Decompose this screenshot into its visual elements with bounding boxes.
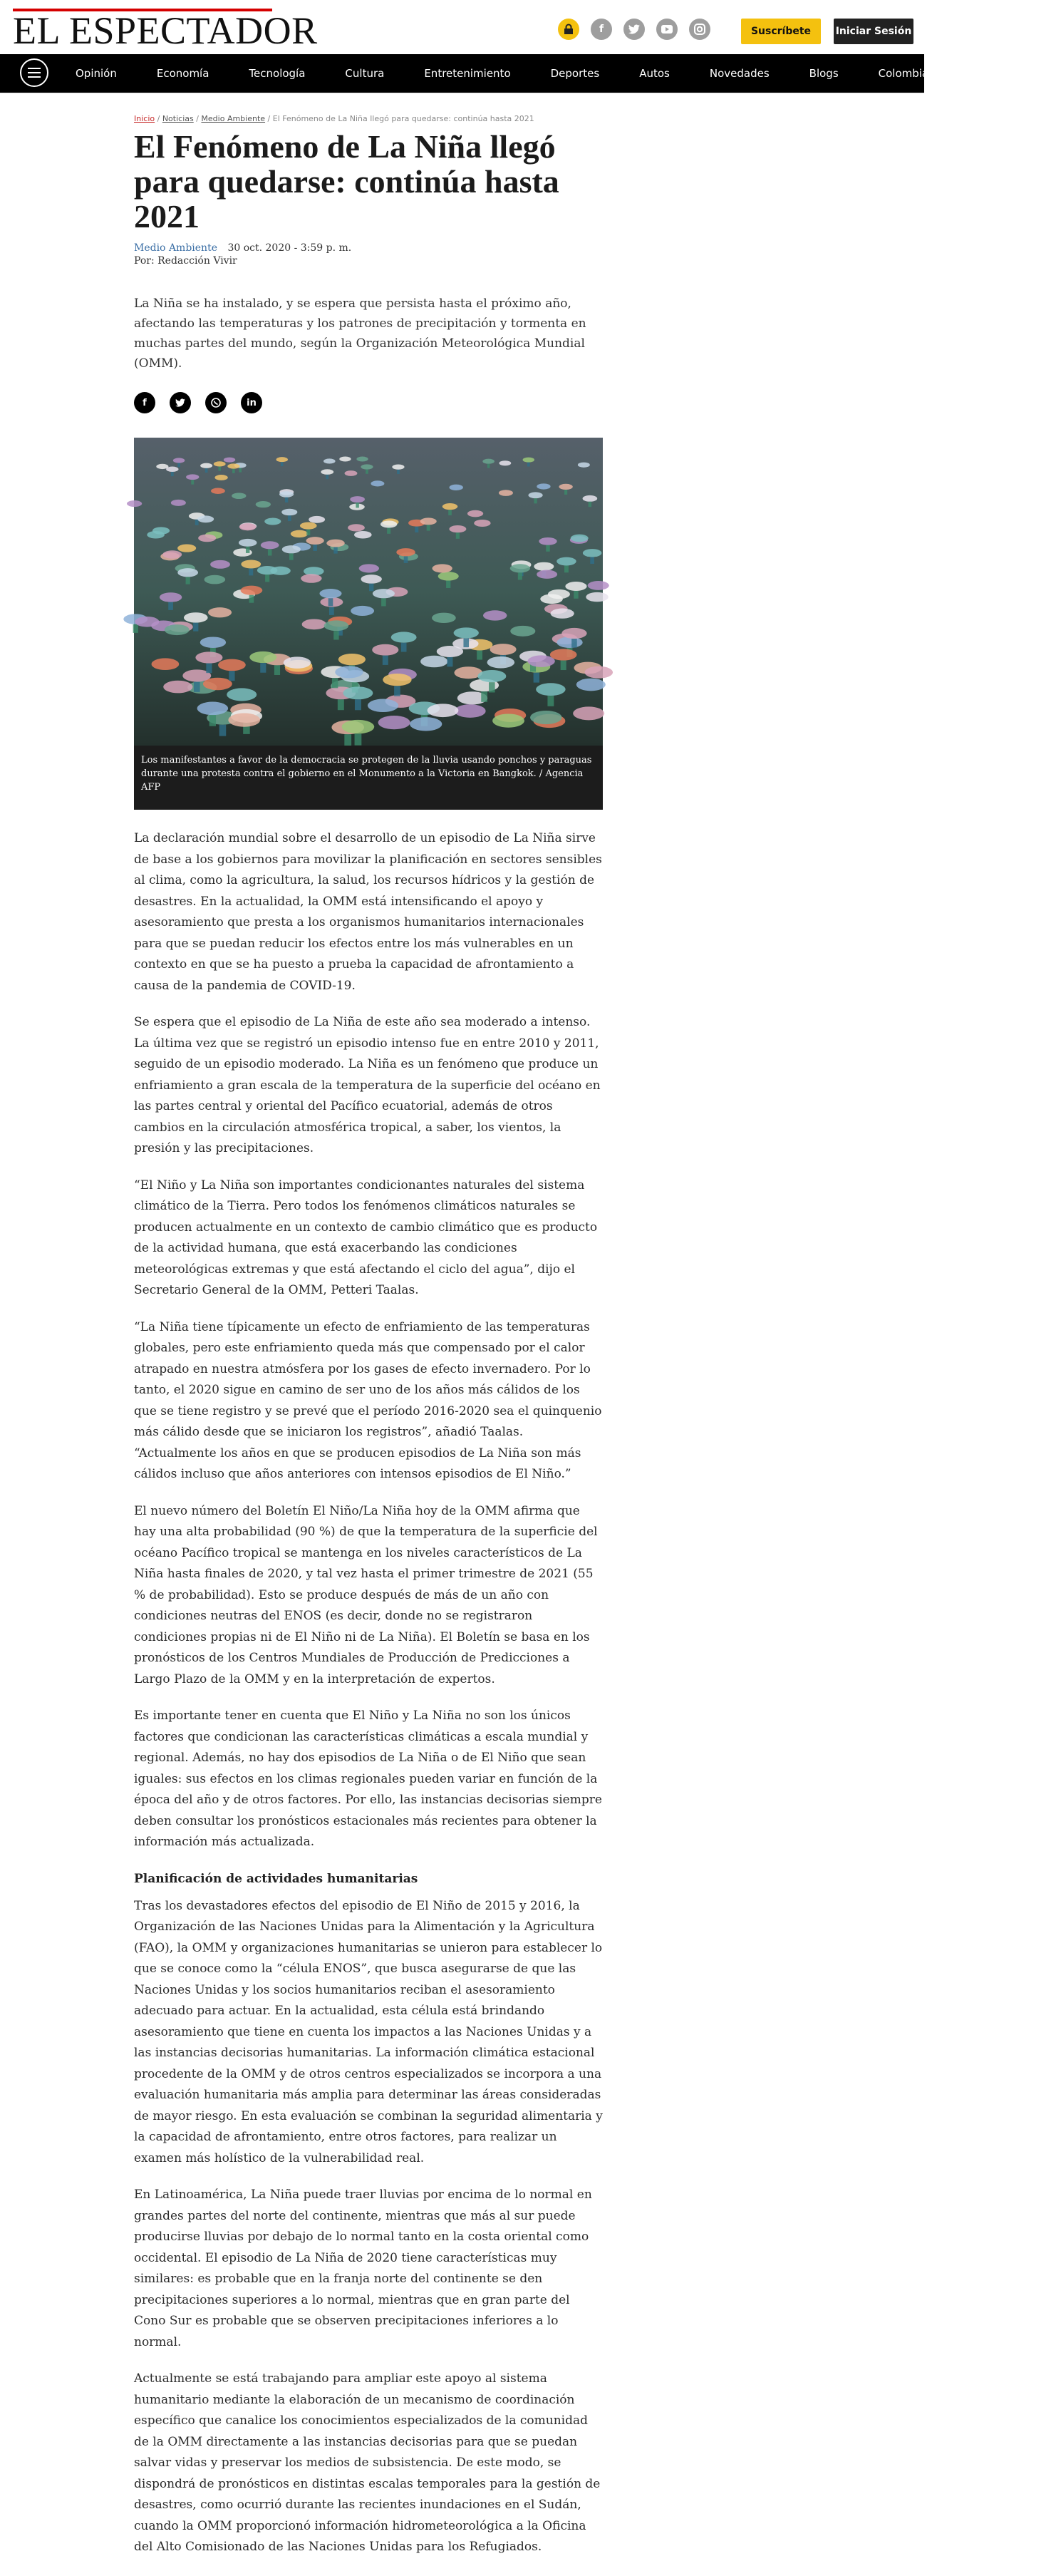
breadcrumb-home[interactable]: Inicio [134, 114, 155, 123]
facebook-icon[interactable]: f [591, 19, 612, 40]
article-author: Por: Redacción Vivir [134, 255, 237, 267]
nav-item-colombia-2020[interactable]: Colombia 2020 [878, 67, 960, 80]
article-date: 30 oct. 2020 - 3:59 p. m. [227, 242, 352, 254]
article-subheading: Planificación de actividades humanitarias [134, 1871, 418, 1886]
lock-icon[interactable] [558, 19, 579, 40]
article-title: El Fenómeno de La Niña llegó para quedarse: continúa hasta 2021 [134, 128, 559, 235]
nav-item-opinion[interactable]: Opinión [76, 67, 117, 80]
article-section-link[interactable]: Medio Ambiente [134, 242, 217, 254]
protest-photo[interactable] [134, 438, 603, 746]
article-paragraph: Se espera que el episodio de La Niña de este año sea moderado a intenso. La última vez que se registró un episodio intenso fue en entre 2010 y 2011, seguido de un episodio moderado. La Niña es un fenómeno que produce un enfriamiento a gran escala de la temperatura de la superficie del océano en las partes central y oriental del Pacífico ecuatorial, además de otros cambios en la circulación atmosférica tropical, a saber, los vientos, la presión y las precipitaciones. [134, 1015, 601, 1155]
instagram-icon[interactable] [689, 19, 710, 40]
article-image-figure [134, 438, 603, 810]
site-logo[interactable]: EL ESPECTADOR [13, 9, 318, 52]
breadcrumb-noticias[interactable]: Noticias [162, 114, 194, 123]
hamburger-menu-icon[interactable] [20, 58, 48, 87]
image-caption: Los manifestantes a favor de la democracia se protegen de la lluvia usando ponchos y paraguas durante una protesta contra el gobierno en el Monumento a la Victoria en Bangkok. / Agencia AFP [134, 746, 603, 810]
subscribe-button[interactable]: Suscríbete [741, 19, 821, 44]
social-icons [558, 19, 710, 40]
twitter-share-icon[interactable] [170, 392, 191, 413]
site-header [0, 0, 924, 54]
nav-items [76, 54, 1051, 93]
breadcrumb: Inicio / Noticias / Medio Ambiente / El Fenómeno de La Niña llegó para quedarse: continúa hasta 2021 [134, 114, 534, 123]
share-buttons [134, 392, 603, 413]
breadcrumb-current: El Fenómeno de La Niña llegó para quedarse: continúa hasta 2021 [272, 114, 534, 123]
twitter-icon[interactable] [623, 19, 645, 40]
article-paragraph: Actualmente se está trabajando para ampliar este apoyo al sistema humanitario mediante la elaboración de un mecanismo de coordinación específico que canalice los conocimientos especializados de la comunidad de la OMM directamente a las instancias decisorias para que se puedan salvar vidas y preservar los medios de subsistencia. De este modo, se dispondrá de pronósticos en distintas escalas temporales para la gestión de desastres, como ocurrió durante las recientes inundaciones en el Sudán, cuando la OMM proporcionó información hidrometeorológica a la Oficina del Alto Comisionado de las Naciones Unidas para los Refugiados. [134, 2371, 601, 2554]
nav-item-tecnologia[interactable]: Tecnología [249, 67, 306, 80]
nav-item-novedades[interactable]: Novedades [709, 67, 770, 80]
facebook-share-icon[interactable]: f [134, 392, 155, 413]
article-paragraph: “El Niño y La Niña son importantes condicionantes naturales del sistema climático de la Tierra. Pero todos los fenómenos climáticos naturales se producen actualmente en un contexto de cambio climático que es producto de la actividad humana, que está exacerbando las condiciones meteorológicas extremas y que está afectando el ciclo del agua”, dijo el Secretario General de la OMM, Petteri Taalas. [134, 1178, 598, 1297]
nav-item-blogs[interactable]: Blogs [809, 67, 839, 80]
nav-item-cr[interactable]: Cr [999, 67, 1011, 80]
article-paragraph: La declaración mundial sobre el desarrollo de un episodio de La Niña sirve de base a los gobiernos para movilizar la planificación en sectores sensibles al clima, como la agricultura, la salud, los recursos hídricos y la gestión de desastres. En la actualidad, la OMM está intensificando el apoyo y asesoramiento que presta a los organismos humanitarios internacionales para que se puedan reducir los efectos entre los más vulnerables en un contexto en que se ha puesto a prueba la capacidad de afrontamiento a causa de la pandemia de COVID-19. [134, 831, 602, 993]
article-lead: La Niña se ha instalado, y se espera que persista hasta el próximo año, afectando las temperaturas y los patrones de precipitación y tormenta en muchas partes del mundo, según la Organización Meteorológica Mundial (OMM). [134, 297, 586, 371]
nav-item-cultura[interactable]: Cultura [345, 67, 385, 80]
article-paragraph: En Latinoamérica, La Niña puede traer lluvias por encima de lo normal en grandes partes del norte del continente, mientras que más al sur puede producirse lluvias por debajo de lo normal tanto en la costa oriental como occidental. El episodio de La Niña de 2020 tiene características muy similares: es probable que en la franja norte del continente se den precipitaciones superiores a lo normal, mientras que en gran parte del Cono Sur es probable que se observen precipitaciones inferiores a lo normal. [134, 2188, 592, 2349]
article [134, 114, 603, 2574]
article-meta [134, 242, 603, 254]
article-paragraph: Es importante tener en cuenta que El Niño y La Niña no son los únicos factores que condicionan las características climáticas a escala mundial y regional. Además, no hay dos episodios de La Niña o de El Niño que sean iguales: sus efectos en los climas regionales pueden variar en función de la época del año y de otros factores. Por ello, las instancias decisorias siempre deben consultar los pronósticos estacionales más recientes para obtener la información más actualizada. [134, 1709, 602, 1849]
nav-item-entretenimiento[interactable]: Entretenimiento [424, 67, 511, 80]
article-paragraph: “La Niña tiene típicamente un efecto de enfriamiento de las temperaturas globales, pero este enfriamiento queda más que compensado por el calor atrapado en nuestra atmósfera por los gases de efecto invernadero. Por lo tanto, el 2020 sigue en camino de ser uno de los años más cálidos de los que se tiene registro y se prevé que el período 2016-2020 sea el quinquenio más cálido desde que se iniciaron los registros”, añadió Taalas. “Actualmente los años en que se producen episodios de La Niña son más cálidos incluso que años anteriores con intensos episodios de El Niño.” [134, 1319, 602, 1481]
nav-item-economia[interactable]: Economía [156, 67, 209, 80]
nav-item-autos[interactable]: Autos [639, 67, 670, 80]
article-paragraph: El nuevo número del Boletín El Niño/La Niña hoy de la OMM afirma que hay una alta probabilidad (90 %) de que la temperatura de la superficie del océano Pacífico tropical se mantenga en los niveles característicos de La Niña hasta finales de 2020, y tal vez hasta el primer trimestre de 2021 (55 % de probabilidad). Esto se produce después de más de un año con condiciones neutras del ENOS (es decir, donde no se registraron condiciones propias ni de El Niño ni de La Niña). El Boletín se basa en los pronósticos de los Centros Mundiales de Producción de Predicciones a Largo Plazo de la OMM y en la interpretación de expertos. [134, 1503, 598, 1686]
login-button[interactable]: Iniciar Sesión [834, 19, 913, 44]
youtube-icon[interactable] [656, 19, 678, 40]
breadcrumb-medio-ambiente[interactable]: Medio Ambiente [201, 114, 266, 123]
article-paragraph: Tras los devastadores efectos del episodio de El Niño de 2015 y 2016, la Organización de las Naciones Unidas para la Alimentación y la Agricultura (FAO), la OMM y organizaciones humanitarias se unieron para establecer lo que se conoce como la “célula ENOS”, que busca asegurarse de que las Naciones Unidas y los socios humanitarios reciban el asesoramiento adecuado para actuar. En la actualidad, esta célula está brindando asesoramiento que tiene en cuenta los impactos a las Naciones Unidas y a las instancias decisorias humanitarias. La información climática estacional procedente de la OMM y de otros centros especializados se incorpora a una evaluación humanitaria más amplia para determinar las áreas consideradas de mayor riesgo. En esta evaluación se combinan la seguridad alimentaria y la capacidad de afrontamiento, entre otros factores, para realizar un examen más holístico de la vulnerabilidad real. [134, 1898, 603, 2165]
linkedin-share-icon[interactable]: in [241, 392, 262, 413]
article-body [134, 828, 603, 2558]
nav-item-deportes[interactable]: Deportes [550, 67, 600, 80]
whatsapp-share-icon[interactable] [205, 392, 227, 413]
